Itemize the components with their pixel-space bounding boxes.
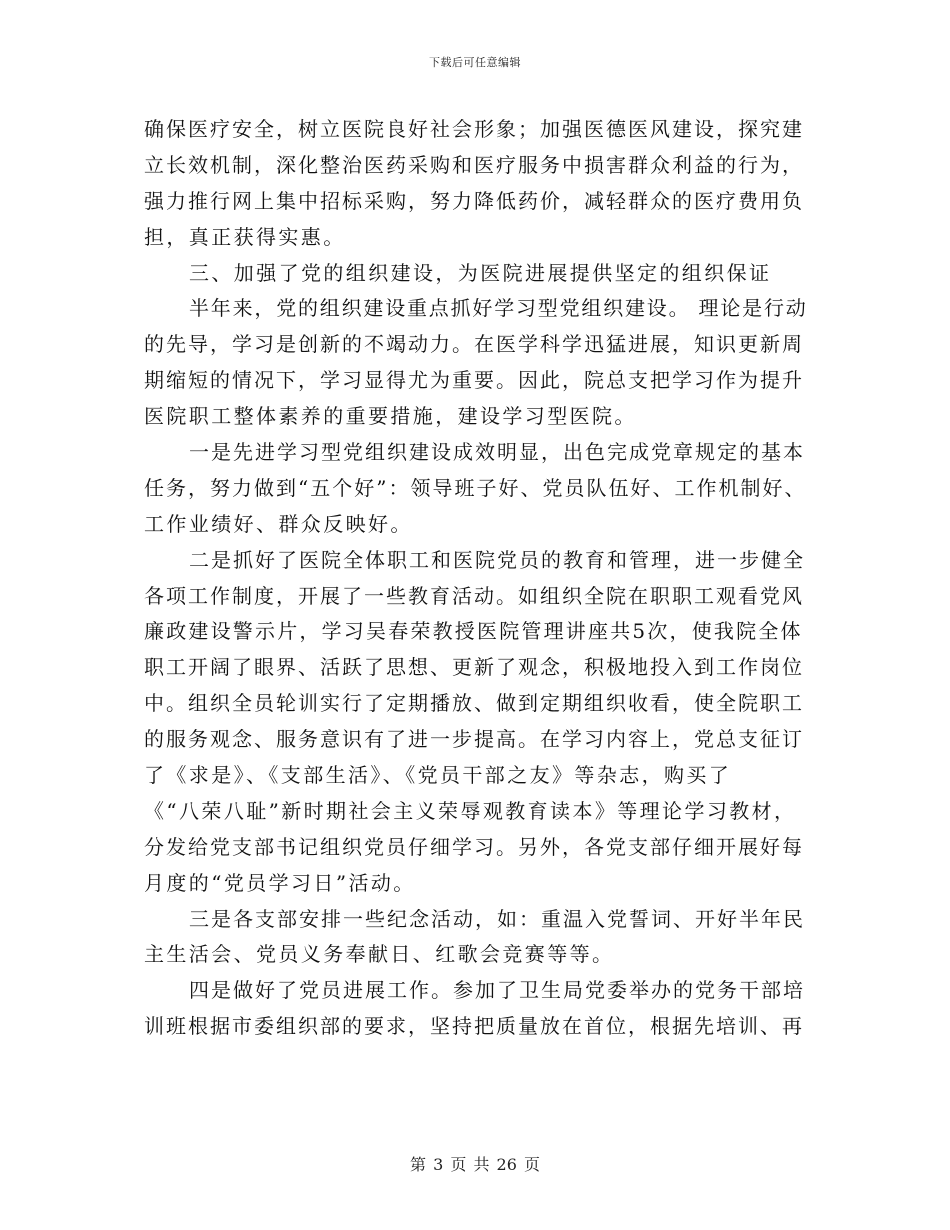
paragraph-line: 月度的“党员学习日”活动。 (144, 870, 416, 895)
paragraph-line: 强力推行网上集中招标采购，努力降低药价，减轻群众的医疗费用负 (144, 188, 804, 213)
page-header: 下载后可任意编辑 (429, 56, 521, 69)
paragraph-line: 廉政建设警示片，学习吴春荣教授医院管理讲座共5次，使我院全体 (144, 619, 803, 644)
paragraph-line: 工作业绩好、群众反映好。 (144, 511, 413, 536)
paragraph-line: 医院职工整体素养的重要措施，建设学习型医院。 (144, 404, 637, 429)
page-footer: 第 3 页 共 26 页 (410, 1155, 540, 1174)
paragraph-line: 职工开阔了眼界、活跃了思想、更新了观念，积极地投入到工作岗位 (144, 655, 804, 680)
paragraph-line: 《“八荣八耻”新时期社会主义荣辱观教育读本》等理论学习教材， (144, 798, 797, 823)
paragraph-line: 训班根据市委组织部的要求，坚持把质量放在首位，根据先培训、再 (144, 1014, 804, 1039)
paragraph-line: 担，真正获得实惠。 (144, 224, 346, 249)
paragraph-line: 半年来，党的组织建设重点抓好学习型党组织建设。 理论是行动 (189, 296, 808, 321)
paragraph-line: 的服务观念、服务意识有了进一步提高。在学习内容上，党总支征订 (144, 727, 804, 752)
paragraph-line: 的先导，学习是创新的不竭动力。在医学科学迅猛进展，知识更新周 (144, 332, 804, 357)
paragraph-line: 确保医疗安全，树立医院良好社会形象；加强医德医风建设，探究建 (144, 117, 804, 141)
paragraph-line: 三是各支部安排一些纪念活动，如：重温入党誓词、开好半年民 (189, 906, 805, 931)
paragraph-line: 中。组织全员轮训实行了定期播放、做到定期组织收看，使全院职工 (144, 691, 804, 716)
paragraph-line: 立长效机制，深化整治医药采购和医疗服务中损害群众利益的行为， (144, 152, 804, 177)
paragraph-line: 分发给党支部书记组织党员仔细学习。另外，各党支部仔细开展好每 (144, 834, 804, 859)
paragraph-line: 主生活会、党员义务奉献日、红歌会竞赛等等。 (144, 942, 615, 967)
paragraph-line: 任务，努力做到“五个好”：领导班子好、党员队伍好、工作机制好、 (144, 475, 807, 500)
paragraph-line: 四是做好了党员进展工作。参加了卫生局党委举办的党务干部培 (189, 978, 805, 1003)
paragraph-line: 了《求是》、《支部生活》、《党员干部之友》等杂志，购买了 (144, 763, 732, 788)
paragraph-line: 各项工作制度，开展了一些教育活动。如组织全院在职职工观看党风 (144, 583, 804, 608)
document-body (144, 112, 808, 1045)
paragraph-line: 期缩短的情况下，学习显得尤为重要。因此，院总支把学习作为提升 (144, 368, 804, 393)
paragraph-line: 一是先进学习型党组织建设成效明显，出色完成党章规定的基本 (189, 440, 805, 465)
section-heading: 三、加强了党的组织建设，为医院进展提供坚定的组织保证 (189, 260, 772, 285)
paragraph-line: 二是抓好了医院全体职工和医院党员的教育和管理，进一步健全 (189, 547, 805, 572)
